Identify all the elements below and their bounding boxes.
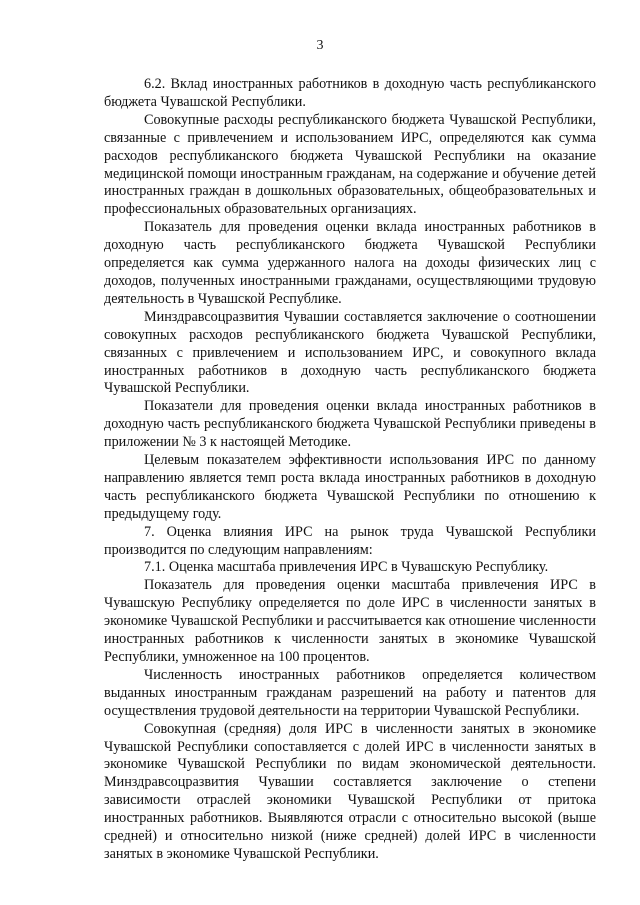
- page-number: 3: [316, 38, 324, 53]
- document-body: [104, 76, 596, 864]
- paragraph-contribution-indicator: Показатель для проведения оценки вклада иностранных работников в доходную часть республиканского бюджета Чувашской Республики определяется как сумма удержанного налога на доходы физических лиц с доходов, полученных иностранными гражданами, осуществляющими трудовую деятельность в Чувашской Республике.: [104, 219, 596, 307]
- paragraph-expenditures: Совокупные расходы республиканского бюджета Чувашской Республики, связанные с привлечением и использованием ИРС, определяются как сумма расходов республиканского бюджета Чувашской Республики на оказание медицинской помощи иностранным гражданам, на содержание и обучение детей иностранных граждан в дошкольных образовательных, общеобразовательных и профессиональных образовательных организациях.: [104, 111, 596, 218]
- paragraph-scale-indicator: Показатель для проведения оценки масштаба привлечения ИРС в Чувашскую Республику определяется по доле ИРС в численности занятых в экономике Чувашской Республики и рассчитывается как отношение численности иностранных работников к численности занятых в экономике Чувашской Республики, умноженное на 100 процентов.: [104, 577, 596, 665]
- paragraph-appendix-reference: Показатели для проведения оценки вклада иностранных работников в доходную часть республиканского бюджета Чувашской Республики приведены в приложении № 3 к настоящей Методике.: [104, 398, 596, 451]
- paragraph-sector-share: Совокупная (средняя) доля ИРС в численности занятых в экономике Чувашской Республики сопоставляется с долей ИРС в численности занятых в экономике Чувашской Республики по видам экономической деятельности. Минздравсоцразвития Чувашии составляется заключение о степени зависимости отраслей экономики Чувашской Республики от притока иностранных работников. Выявляются отрасли с относительно высокой (выше средней) и относительно низкой (ниже средней) долей ИРС в численности занятых в экономике Чувашской Республики.: [104, 720, 596, 862]
- paragraph-6-2-heading: 6.2. Вклад иностранных работников в доходную часть республиканского бюджета Чувашской Республики.: [104, 76, 596, 110]
- paragraph-7-heading: 7. Оценка влияния ИРС на рынок труда Чувашской Республики производится по следующим направлениям:: [104, 523, 596, 558]
- paragraph-worker-count: Численность иностранных работников определяется количеством выданных иностранным гражданам разрешений на работу и патентов для осуществления трудовой деятельности на территории Чувашской Республики.: [104, 666, 596, 719]
- paragraph-ministry-conclusion: Минздравсоцразвития Чувашии составляется заключение о соотношении совокупных расходов республиканского бюджета Чувашской Республики, связанных с привлечением и использованием ИРС, и совокупного вклада иностранных работников в доходную часть республиканского бюджета Чувашской Республики.: [104, 308, 596, 397]
- paragraph-7-1-heading: 7.1. Оценка масштаба привлечения ИРС в Чувашскую Республику.: [144, 559, 549, 576]
- paragraph-target-indicator: Целевым показателем эффективности использования ИРС по данному направлению является темп роста вклада иностранных работников в доходную часть республиканского бюджета Чувашской Республики по отношению к предыдущему году.: [104, 452, 596, 522]
